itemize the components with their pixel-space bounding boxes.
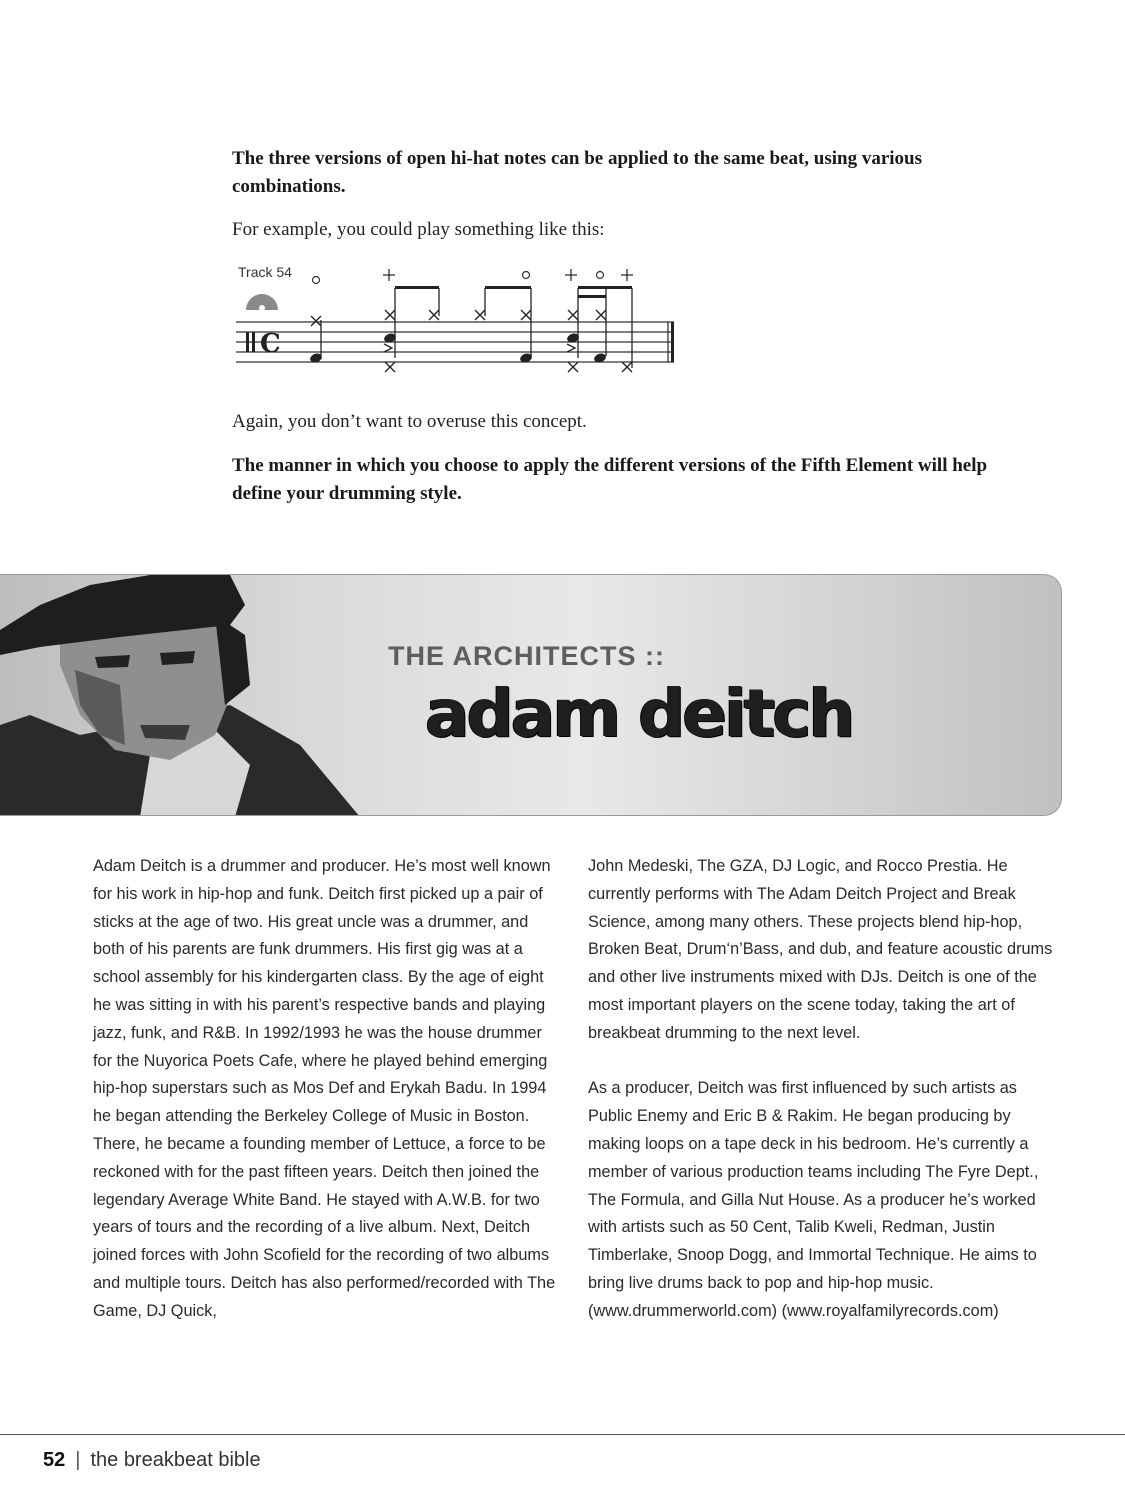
page-footer xyxy=(43,1449,261,1472)
banner-kicker: THE ARCHITECTS :: xyxy=(388,641,665,671)
bio-paragraph: Adam Deitch is a drummer and producer. He’s most well known for his work in hip-hop and funk. Deitch first picked up a pair of sticks at the age of two. His great uncle was a drummer, and both of his parents are funk drummers. His first gig was at a school assembly for his kindergarten class. By the age of eight he was sitting in with his parent’s respective bands and playing jazz, funk, and R&B. In 1992/1993 he was the house drummer for the Nuyorica Poets Cafe, where he played behind emerging hip-hop superstars such as Mos Def and Erykah Badu. In 1994 he began attending the Berkeley College of Music in Boston. There, he became a founding member of Lettuce, a force to be reckoned with for the past fifteen years. Deitch then joined the legendary Average White Band. He stayed with A.W.B. for two years of tours and the recording of a live album. Next, Deitch joined forces with John Scofield for the recording of two albums and multiple tours. Deitch has also performed/recorded with The Game, DJ Quick, xyxy=(93,857,556,1320)
portrait-illustration xyxy=(0,575,380,816)
caution-text: Again, you don’t want to overuse this concept. xyxy=(232,411,587,432)
track-label: Track 54 xyxy=(238,264,292,280)
bio-paragraph: John Medeski, The GZA, DJ Logic, and Rocco Prestia. He currently performs with The Adam Deitch Project and Break Science, among many others. These projects blend hip-hop, Broken Beat, Drum‘n’Bass, and dub, and feature acoustic drums and other live instruments mixed with DJs. Deitch is one of the most important players on the scene today, taking the art of breakbeat drumming to the next level. xyxy=(588,857,1053,1042)
intro-bold-statement: The three versions of open hi-hat notes can be applied to the same beat, using various combinations. xyxy=(232,148,923,197)
bio-right-column xyxy=(588,853,1058,1326)
architect-banner xyxy=(0,574,1062,816)
drum-notation xyxy=(232,258,682,380)
book-title: the breakbeat bible xyxy=(90,1449,261,1471)
closing-bold-statement: The manner in which you choose to apply the different versions of the Fifth Element will help define your drumming style. xyxy=(232,455,988,504)
bio-paragraph: As a producer, Deitch was first influenced by such artists as Public Enemy and Eric B & Rakim. He began producing by making loops on a tape deck in his bedroom. He’s currently a member of various production teams including The Fyre Dept., The Formula, and Gilla Nut House. As a producer he’s worked with artists such as 50 Cent, Talib Kweli, Redman, Justin Timberlake, Snoop Dogg, and Immortal Technique. He aims to bring live drums back to pop and hip-hop music. (www.drummerworld.com) (www.royalfamilyrecords.com) xyxy=(588,1079,1039,1320)
svg-text:C: C xyxy=(260,329,281,359)
banner-artist-name: adam deitch xyxy=(425,675,853,752)
drum-staff xyxy=(232,258,682,380)
footer-rule xyxy=(0,1434,1125,1435)
bio-left-column xyxy=(93,853,563,1326)
example-lead: For example, you could play something like this: xyxy=(232,219,605,240)
page-number: 52 xyxy=(43,1449,66,1471)
footer-separator: | xyxy=(75,1449,81,1471)
